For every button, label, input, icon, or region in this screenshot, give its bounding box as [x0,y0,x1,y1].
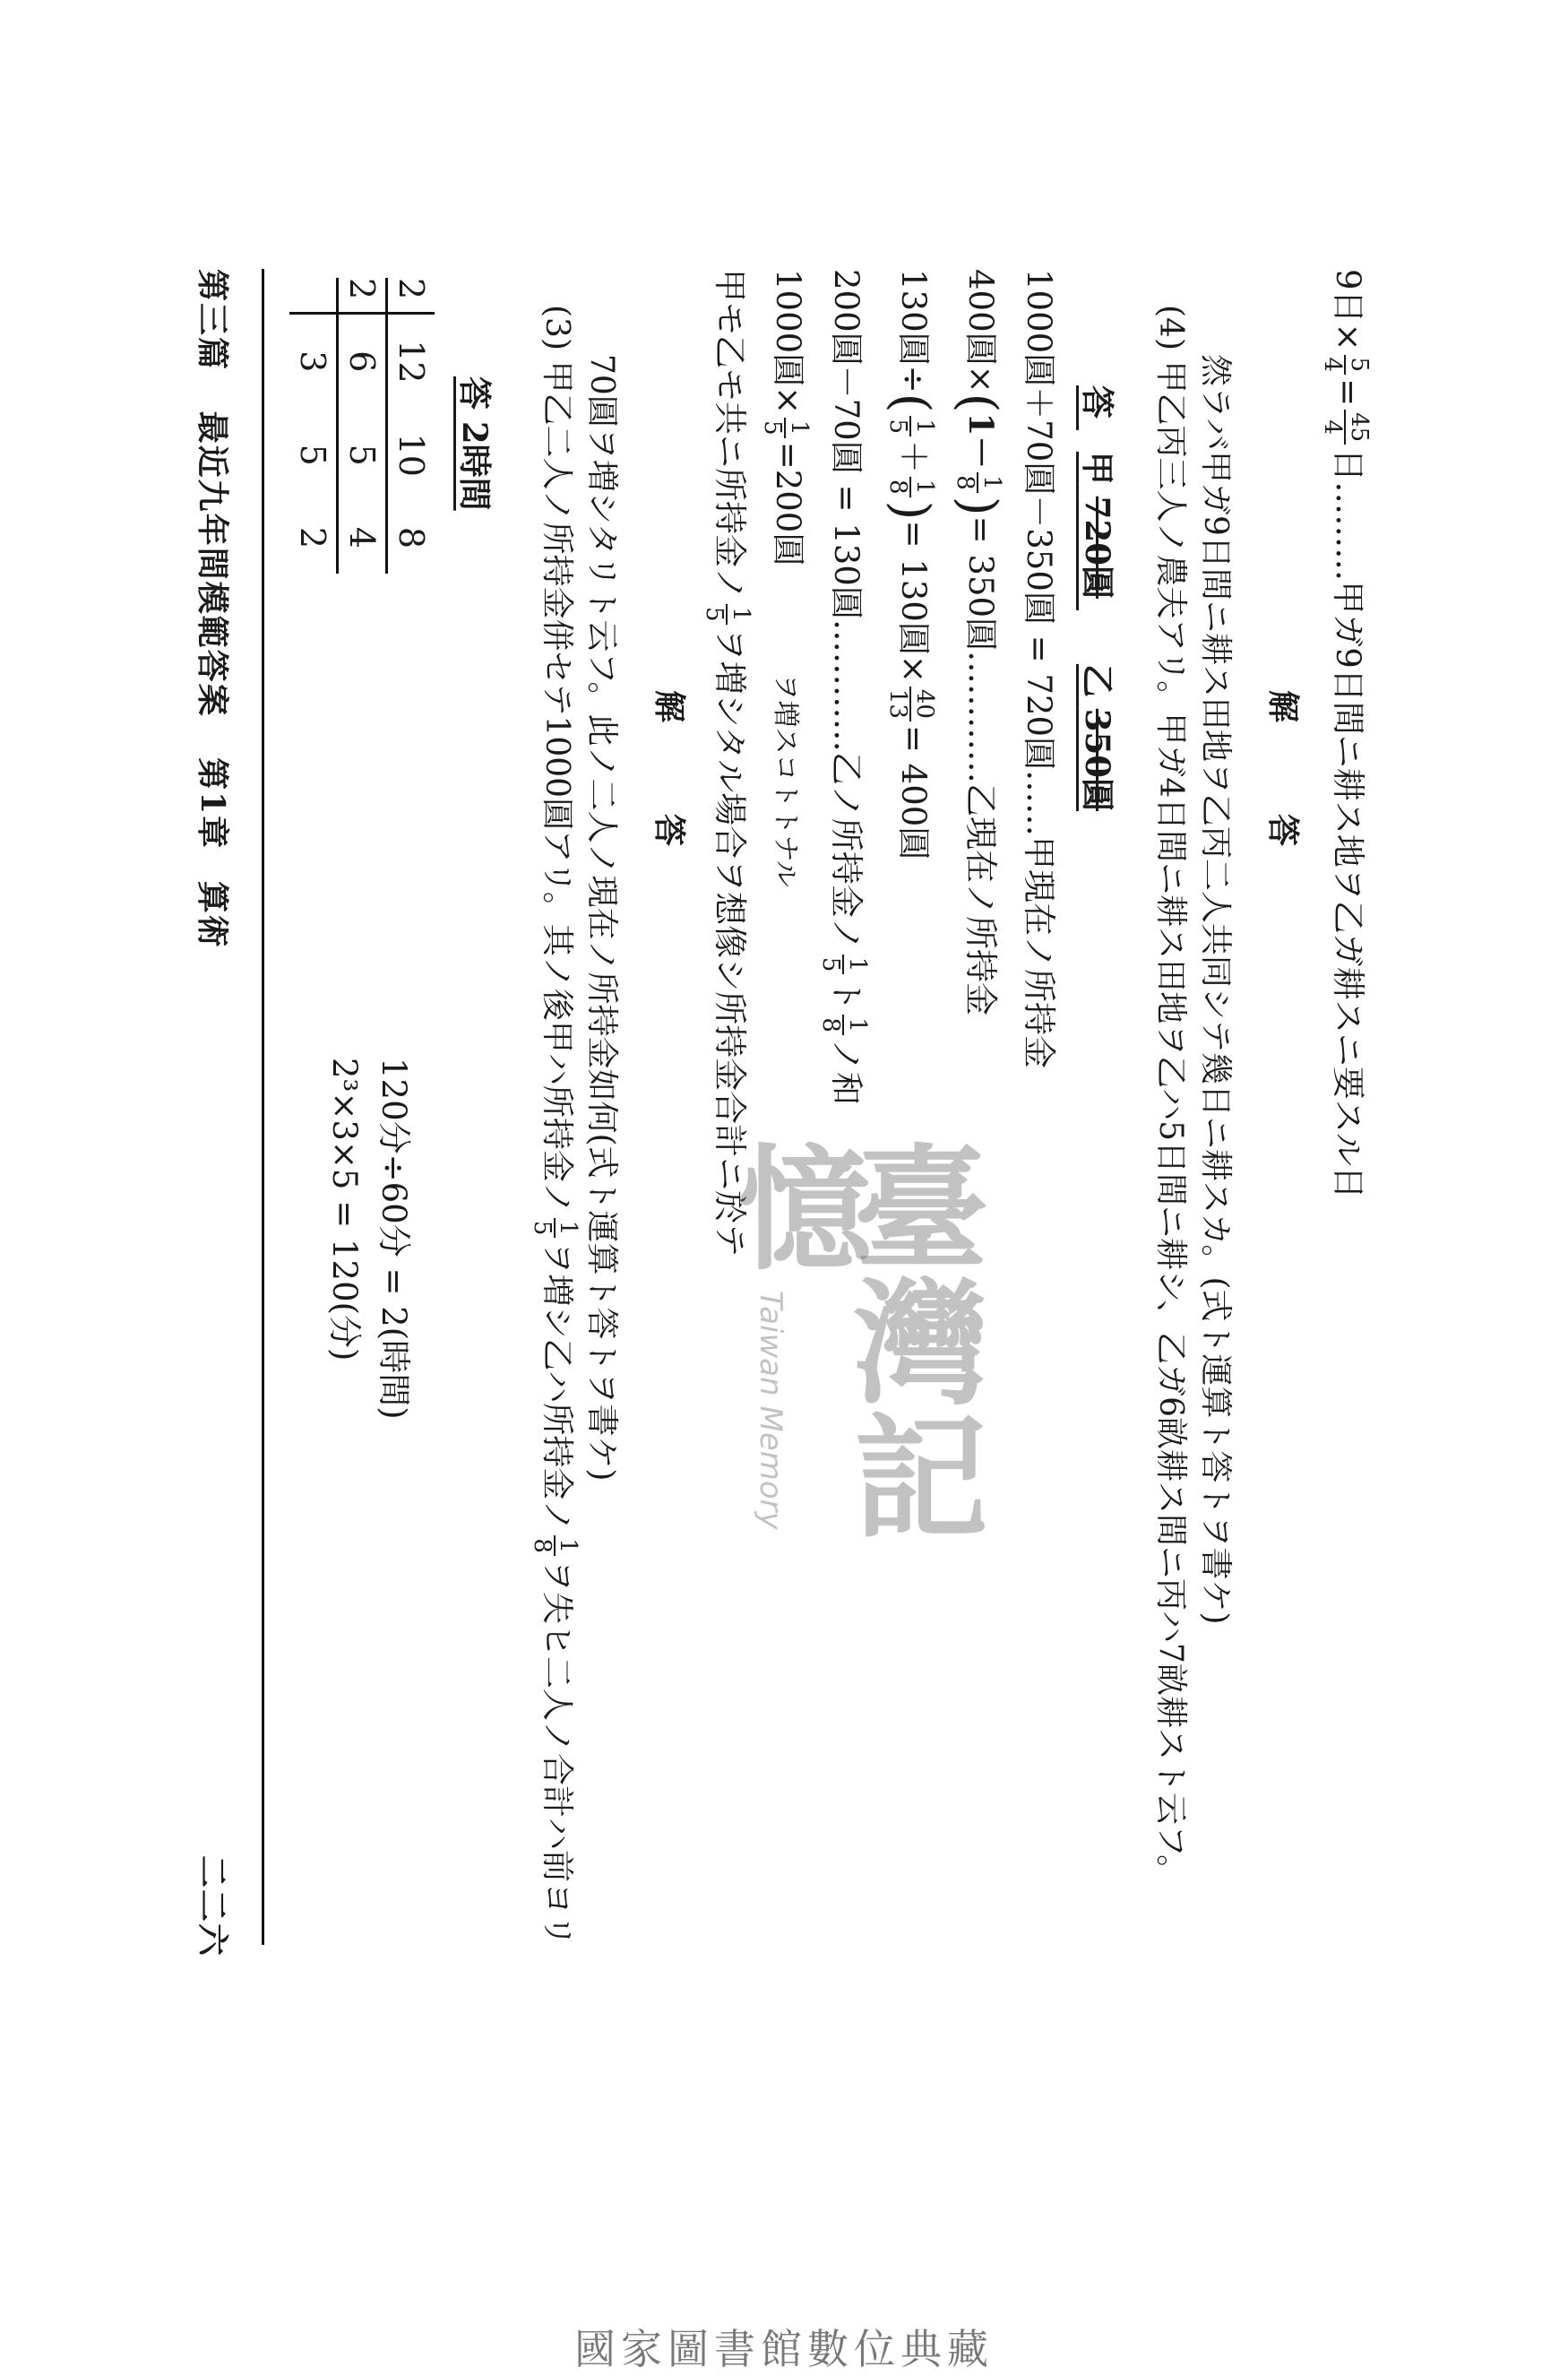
ladder-divisor: 2 [338,278,387,314]
step-text: ト [827,978,866,1012]
answer-part: 甲 [1078,451,1117,485]
step-text: 1000圓× [769,269,807,415]
header-subject: 算術 [194,880,231,949]
p3-step-6: 1000圓＋70圓－350圓 = 720圓……甲現在ノ所持金 [1020,269,1058,1069]
problem-3-text: 甲乙二人ノ所持金併セテ1000圓アリ。其ノ後甲ハ所持金ノ [538,360,575,1214]
p3-step-5 [949,269,1008,1015]
step-text: = [1329,378,1367,407]
step-text: = 400圓 [894,724,933,860]
ladder-cell: 8 [392,526,431,549]
answer-label: 答 [1078,385,1117,419]
step-text: 400圓× [961,269,1000,393]
problem-4-number: (4) [1152,305,1189,350]
header-chapter: 第1章 [194,757,231,851]
ladder-cell: 2 [289,502,338,574]
page-number: 二二六 [194,1855,231,1958]
p3-step-1 [702,269,757,1257]
numerator: 45 [1345,410,1371,445]
step-text: 甲モ乙モ共ニ所持金ノ [711,269,749,600]
solution-heading-4: 解 答 [1264,690,1302,856]
ladder-row [289,278,338,574]
calc-line-1: 2³×3×5 = 120(分) [325,1058,364,1361]
denominator: 4 [1319,357,1347,373]
ladder-row [387,278,435,574]
ladder-cell: 5 [289,409,338,502]
problem-3-number: (3) [538,305,575,350]
denominator: 4 [1319,419,1347,435]
p3-step-4 [882,269,941,860]
step-text: ……乙ノ所持金ノ [827,685,866,951]
p3-step-3 [818,269,874,1105]
numerator: 1 [910,416,936,436]
fraction [818,1015,869,1035]
archive-footer: 國家圖書館數位典藏 [574,2325,994,2373]
paren: ) [882,500,940,521]
header-rule [262,269,264,1945]
fraction [530,1218,581,1239]
fraction [530,1535,581,1556]
problem-4-line-2: 然ラバ甲ガ9日間ニ耕ス田地ヲ乙丙二人共同シテ幾日ニ耕スカ。(式ト運算ト答トヲ書ケ) [1197,354,1234,1625]
denominator: 5 [701,607,728,622]
fraction [885,687,936,721]
denominator: 5 [759,420,787,436]
step-text: ヲ増スコトトナル [770,673,801,887]
watermark [714,1138,988,1604]
step-text: =200圓 [769,441,807,566]
solution-heading-3: 解 答 [650,690,688,856]
fraction [885,477,936,497]
step-text: 200圓－70圓 = 130圓…… [827,269,866,686]
numerator: 1 [554,1535,580,1556]
p4-step-1 [1320,269,1375,1199]
denominator: 8 [817,1017,845,1032]
step-text: 日………甲ガ9日間ニ耕ス地ヲ乙ガ耕スニ要スル日 [1329,448,1367,1199]
step-text: 130圓÷ [894,269,933,393]
problem-3-text: ヲ失ヒ二人ノ合計ハ前ヨリ [538,1559,575,1947]
problem-3-text: ヲ増シ乙ハ所持金ノ [538,1241,575,1533]
paren: ( [949,393,1007,413]
fraction [885,416,936,436]
numerator: 40 [910,687,936,721]
fraction [1320,410,1371,445]
fraction [702,604,753,625]
calc-line-2: 120分÷60分 = 2(時間) [375,1058,413,1420]
p3-step-2 [760,269,815,887]
fraction [760,418,811,438]
header-part: 第三篇 [194,269,231,372]
ladder-cell: 6 [338,314,387,409]
ladder-cell: 5 [338,409,387,502]
rotated-book-page [175,269,1384,1958]
watermark-logo-en: Taiwan Memory [753,1291,788,1530]
numerator: 5 [1345,355,1371,376]
denominator: 5 [529,1220,556,1236]
numerator: 1 [978,472,1004,493]
numerator: 1 [554,1218,580,1239]
step-text: ノ和 [827,1038,866,1105]
problem-4-line-1 [1150,305,1196,1887]
ladder-division [289,278,435,574]
step-text: ……乙現在ノ所持金 [961,717,1000,1016]
numerator: 1 [910,477,936,497]
ladder-cell: 4 [338,502,387,574]
step-text: ＋ [894,440,933,474]
ladder-cell: 3 [289,314,338,409]
denominator: 8 [529,1538,556,1553]
denominator: 5 [817,956,845,972]
step-text: 1－ [961,412,1001,470]
step-text: 9日× [1329,269,1367,351]
numerator: 1 [843,955,869,975]
numerator: 1 [727,604,753,625]
answer-value: 720圓 [1078,496,1117,600]
denominator: 5 [884,419,912,435]
answer-3 [1076,385,1124,811]
numerator: 1 [785,418,811,438]
denominator: 8 [952,475,979,490]
step-text: ヲ増シタル場合ヲ想像シ所持金合計ニ於テ [711,627,749,1257]
fraction [952,472,1004,493]
step-text: = 130圓× [894,520,933,683]
watermark-logo-text: 臺灣記憶 [714,1138,988,1542]
denominator: 13 [884,688,912,719]
paren: ) [949,496,1007,516]
paren: ( [882,393,940,413]
ladder-row [338,278,387,574]
problem-4-text: 甲乙丙三人ノ農夫アリ。甲ガ4日間ニ耕ス田地ヲ乙ハ5日間ニ耕シ、乙ガ6畝耕ス間ニ丙ハ7畝耕スト云フ。 [1152,360,1189,1888]
fraction [818,955,869,975]
problem-3-line-1 [530,305,582,1947]
fraction [1320,355,1371,376]
answer-2: 答 2時間 [455,376,495,511]
header-title: 最近九年間模範答案 [194,410,231,718]
denominator: 8 [884,480,912,495]
ladder-divisor [289,278,338,314]
ladder-cell: 12 [392,340,431,384]
answer-part: 乙 [1078,663,1117,697]
step-text: = 350圓…… [961,515,1000,718]
problem-3-line-2: 70圓ヲ増シタリト云フ。此ノ二人ノ現在ノ所持金如何(式ト運算ト答トヲ書ケ) [583,354,620,1482]
running-header [192,269,237,949]
numerator: 1 [843,1015,869,1035]
ladder-cell: 10 [392,433,431,477]
answer-value: 350圓 [1078,708,1117,812]
ladder-divisor: 2 [387,278,435,314]
